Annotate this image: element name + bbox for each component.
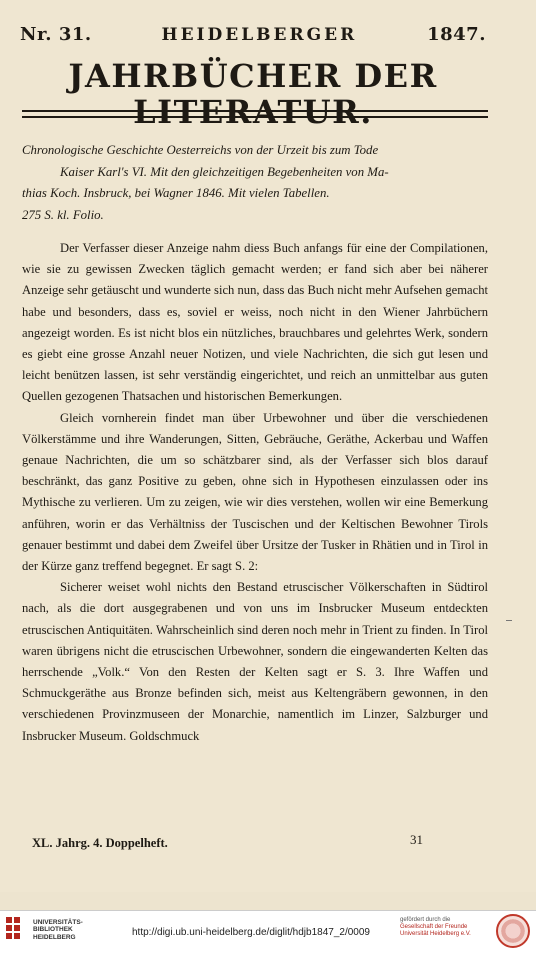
- review-heading-line: 275 S. kl. Folio.: [22, 207, 104, 222]
- margin-mark: [506, 620, 512, 621]
- library-name-line: BIBLIOTHEK: [33, 926, 73, 934]
- viewer-footer-bar: [0, 910, 536, 953]
- journal-city: HEIDELBERGER: [161, 25, 358, 45]
- permalink-url[interactable]: http://digi.ub.uni-heidelberg.de/diglit/hdjb1847_2/0009: [132, 927, 370, 938]
- page-number: 31: [410, 832, 423, 847]
- review-heading-line: [22, 183, 488, 205]
- funder-name: Gesellschaft der Freunde: [400, 924, 468, 930]
- university-seal-icon[interactable]: [496, 914, 530, 948]
- funder-note: [400, 917, 490, 938]
- review-heading: [22, 140, 488, 226]
- review-heading-line: Chronologische Geschichte Oesterreichs von der Urzeit bis zum Tode: [22, 143, 379, 157]
- running-header: [20, 24, 486, 45]
- review-heading-line: Kaiser Karl's VI. Mit den gleichzeitigen Begebenheiten von Ma-: [60, 164, 389, 179]
- issue-number: Nr. 31.: [20, 24, 92, 45]
- paragraph: Sicherer weiset wohl nichts den Bestand etruscischer Völkerschaften in Südtirol nach, als die dort ausgegrabenen und von uns im Insbrucker Museum entdeckten etruscischen Antiquitäten. Wahrscheinlich sind deren noch mehr in Trient zu finden. In Tirol waren übrigens nicht die etruscischen Urbewohner, sondern die eingewanderten Kelten das herrschende „Volk.“ Von den Resten der Kelten sagt er S. 3. Ihre Waffen und Schmuckgeräthe aus Bronze befinden sich, meist aus Keltengräbern gewonnen, in den verschiedenen Provinzmuseen der Monarchie, namentlich im Linzer, Salzburger und Insbrucker Museum. Goldschmuck: [22, 580, 488, 743]
- funder-name: Universität Heidelberg e.V.: [400, 931, 471, 937]
- library-logo-icon: [6, 917, 28, 943]
- review-heading-line-text: thias Koch. Insbruck, bei Wagner 1846. Mit vielen Tabellen.: [22, 186, 330, 200]
- paragraph: Der Verfasser dieser Anzeige nahm diess Buch anfangs für eine der Compilationen, wie sie zu gewissen Zwecken täglich gemacht werden; er fand sich aber bei näherer Anzeige sehr getäuscht und wunderte sich nun, dass das Buch nicht mehr Aufsehen gemacht habe und besonders, dass es, soviel er weiss, noch nicht in den Wiener Jahrbüchern angezeigt worden. Es ist nicht blos ein nützliches, brauchbares und gelehrtes Werk, sondern es giebt eine grosse Anzahl neuer Notizen, und viele Nachrichten, die sich gut lesen und leicht benützen lassen, ist sehr verständig eingerichtet, und reich an unmittelbar aus guten Quellen gezogenen Thatsachen und historischen Bemerkungen.: [22, 241, 488, 404]
- journal-title: JAHRBÜCHER DER LITERATUR.: [68, 57, 438, 131]
- paragraph: Gleich vornherein findet man über Urbewohner und über die verschiedenen Völkerstämme und ihre Wanderungen, Sitten, Gebräuche, Geräthe, Ackerbau und Waffen genaue Nachrichten, die um so schätzbarer sind, als der Verfasser sich blos darauf beschränkt, das ganz Positive zu geben, ohne sich in Hypothesen einzulassen oder ins Mythische zu verlieren. Um zu zeigen, wie wir dies verstehen, wollen wir eine Bemerkung anführen, worin er das Verhältniss der Tuscischen und der Keltischen Bewohner Tirols genauer bestimmt und dabei dem Zweifel über Ursitze der Tusker in Rhätien und in Tirol in der Kürze ganz treffend begegnet. Er sagt S. 2:: [22, 410, 488, 574]
- funded-by-label: gefördert durch die: [400, 917, 451, 923]
- article-body: [22, 238, 488, 747]
- library-name-line: HEIDELBERG: [33, 933, 76, 941]
- library-name: [33, 919, 83, 942]
- library-logo[interactable]: [6, 917, 83, 943]
- title-rule: [22, 110, 488, 118]
- issue-year: 1847.: [427, 24, 486, 45]
- signature-line: XL. Jahrg. 4. Doppelheft.: [32, 836, 168, 850]
- library-name-line: UNIVERSITÄTS-: [33, 918, 83, 926]
